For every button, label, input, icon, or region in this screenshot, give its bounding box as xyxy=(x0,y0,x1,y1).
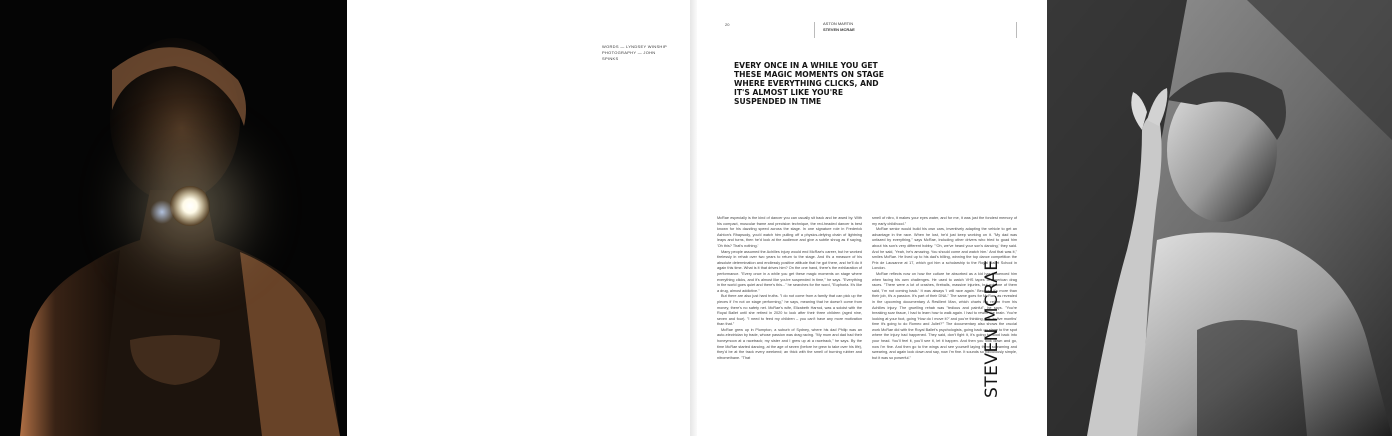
running-head-line1: ASTON MARTIN xyxy=(823,21,854,26)
credit-words-name: LYNDSEY WINSHIP xyxy=(625,44,667,49)
portrait-bw-image xyxy=(1047,0,1392,436)
paragraph: McRae especially is the kind of dancer you can usually sit back and be awed by. With his compact, muscular frame and precision technique, the red-headed dancer is best known for his dazzling speed across the stage. In one signature role in Frederick Ashton's Rhapsody, you'd watch him pulling off a physics-defying chain of lightning leaps and turns, then he'd look at the audience and give a subtle shrug as if saying, 'Oh this? That's nothing.' xyxy=(717,216,862,248)
portrait-photo-backlit xyxy=(0,0,347,436)
credit-photo-name: JOHN SPINKS xyxy=(602,50,656,61)
running-head xyxy=(823,21,855,33)
paragraph: Many people assumed the Achilles injury would end McRae's career, but he worked tirelessly in rehab over two years to return to the stage. And it's a measure of his absolute determination and endlessly positive attitude that he got there, and he'll do it again this time. What is it that drives him? On the one hand, there's the exhilaration of performance. "Every once in a while you get these magic moments on stage where everything clicks, and it's almost like you're suspended in time," he says. "Everything in the world goes quiet and there's this..." he searches for the word, "Euphoria. It's like a drug, almost addictive." xyxy=(717,249,862,293)
pull-quote-headline: EVERY ONCE IN A WHILE YOU GET THESE MAGIC MOMENTS ON STAGE WHERE EVERYTHING CLICKS, AND IT'S ALMOST LIKE YOU'RE SUSPENDED IN TIME xyxy=(734,61,884,106)
header-rule-right xyxy=(1016,22,1017,38)
running-head-line2: STEVEN MCRAE xyxy=(823,27,855,32)
credits: WORDS — LYNDSEY WINSHIP PHOTOGRAPHY — JOHN SPINKS xyxy=(602,44,667,61)
credit-words-label: WORDS xyxy=(602,44,619,49)
body-column-left xyxy=(717,216,862,361)
spread-left-page xyxy=(347,0,690,436)
credit-photo-label: PHOTOGRAPHY xyxy=(602,50,637,55)
paragraph: But there are also just hard truths. "I do not come from a family that can pick up the pieces if I'm not on stage performing," he says, meaning that he doesn't come from money, there's no safety net. McRae's wife, Elizabeth Harrod, was a soloist with the Royal Ballet until she retired in 2020 to look after their three children (aged nine, seven and four). "I need to feed my children – you can't have any more motivation than that." xyxy=(717,294,862,327)
paragraph: smell of nitro, it makes your eyes water, and for me, it was just the fondest memory of my early childhood." xyxy=(872,216,1017,226)
giant-vertical-title xyxy=(468,0,690,436)
page-number: 20 xyxy=(725,22,730,27)
paragraph: McRae grew up in Plumpton, a suburb of Sydney, where his dad Philip was an auto-electrician by trade, whose passion was drag racing. "My mum and dad had their honeymoon at a racetrack; my sister and I grew up at a racetrack," he says. By the time McRae started dancing, at the age of seven (before he grew to take over his life), they'd be at the track every weekend; an thick with the smell of burning rubber and nitromethane. "That xyxy=(717,327,862,360)
portrait-photo-bw xyxy=(1047,0,1392,436)
light-flare xyxy=(170,186,210,226)
spread-gutter xyxy=(690,0,697,436)
header-rule-left xyxy=(814,22,815,38)
vertical-name-title: STEVEN MCRAE xyxy=(982,259,1002,398)
paragraph: McRae reflects now on how the culture he absorbed as a kid has influenced him when facing his own challenges. He used to watch VHS tapes of American drag races. "There were a lot of crashes, fireballs, massive injuries, but not one of them said, 'I'm not coming back.' It was always 'I will race again.' Because it's more than their job, it's a passion. It's part of their DNA." The same goes for McRae, as revealed in the upcoming documentary A Resilient Man, which charts his return from his Achilles injury. The gruelling rehab was "tedious and painful", he says. "You're breaking scar tissue, I had to learn how to walk again. I had to rewire the brain. You're looking at your foot, going 'How do I move it?' and you're thinking, 'Ok, in five months' time it's going to do Romeo and Juliet?'" The documentary also shows the crucial work McRae did with the Royal Ballet's psychologists, going back on stage to the spot where the injury had happened. They said, don't fight it, it's going to flood back into your head. You'll feel it, you'll see it, let it happen. And then you look down and go, now I'm fine. And then go to the wings and see yourself laying there screaming and swearing, and again look down and say, now I'm fine. It sounds so ridiculously simple, but it was so powerful." xyxy=(872,271,1017,360)
paragraph: McRae senior would build his own cars, inventively adapting the vehicle to get an advantage in the race. When he lost, he'd just keep working on it. "My dad was unfazed by everything," says McRae, including other drivers who tried to goad him about his son's very different hobby. "'Oh, we've heard your son's dancing,' they said. And he said, 'Yeah, he's amazing. You should come and watch him.' And that was it," smiles McRae. He lived up to his dad's billing, winning the top dance competition the Prix de Lausanne at 17, which got him a scholarship to the Royal Ballet School in London. xyxy=(872,227,1017,271)
